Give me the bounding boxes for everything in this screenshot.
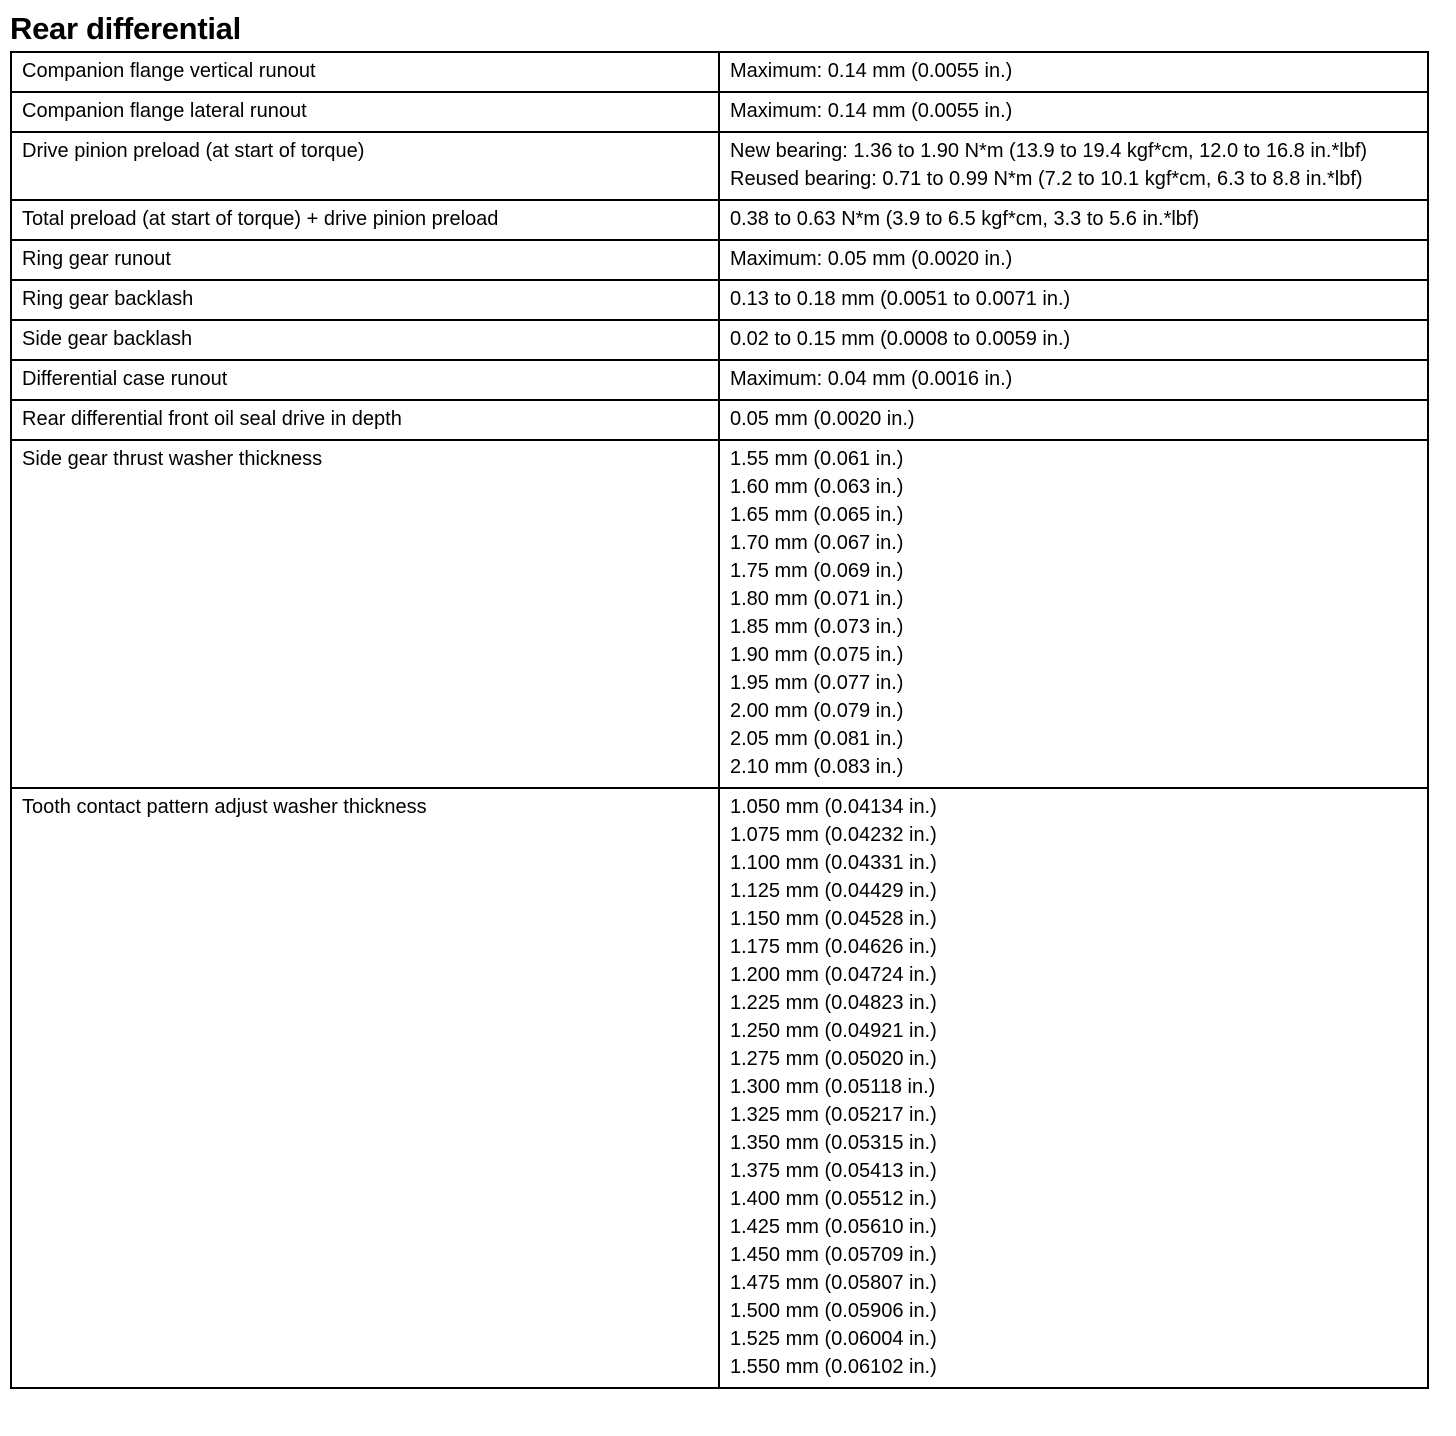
table-row [11,280,1428,320]
table-row [11,440,1428,788]
spec-value: 1.225 mm (0.04823 in.) [730,992,937,1014]
spec-value: 0.38 to 0.63 N*m (3.9 to 6.5 kgf*cm, 3.3 to 5.6 in.*lbf) [730,208,1200,230]
spec-value: 1.95 mm (0.077 in.) [730,672,904,694]
spec-value-cell [719,240,1428,280]
spec-value: 1.325 mm (0.05217 in.) [730,1104,937,1126]
spec-value: 1.75 mm (0.069 in.) [730,560,904,582]
spec-value: New bearing: 1.36 to 1.90 N*m (13.9 to 19.4 kgf*cm, 12.0 to 16.8 in.*lbf) [730,140,1368,162]
spec-value: 1.250 mm (0.04921 in.) [730,1020,937,1042]
spec-value: 1.150 mm (0.04528 in.) [730,908,937,930]
spec-value-cell [719,400,1428,440]
spec-value-cell [719,320,1428,360]
spec-value: 1.65 mm (0.065 in.) [730,504,904,526]
spec-value: 1.175 mm (0.04626 in.) [730,936,937,958]
spec-value: 0.05 mm (0.0020 in.) [730,408,915,430]
spec-name: Ring gear backlash [22,288,194,310]
spec-value-cell [719,360,1428,400]
table-row [11,788,1428,1388]
spec-value: Maximum: 0.14 mm (0.0055 in.) [730,60,1013,82]
specification-table-body [11,52,1428,1388]
spec-value: 1.375 mm (0.05413 in.) [730,1160,937,1182]
spec-name: Companion flange lateral runout [22,100,307,122]
spec-name: Ring gear runout [22,248,171,270]
table-row [11,360,1428,400]
spec-value: 1.80 mm (0.071 in.) [730,588,904,610]
spec-value: 1.500 mm (0.05906 in.) [730,1300,937,1322]
table-row [11,52,1428,92]
spec-value: 1.350 mm (0.05315 in.) [730,1132,937,1154]
spec-value: 0.13 to 0.18 mm (0.0051 to 0.0071 in.) [730,288,1071,310]
spec-value: 2.10 mm (0.083 in.) [730,756,904,778]
spec-name: Rear differential front oil seal drive in depth [22,408,402,430]
spec-value: 1.70 mm (0.067 in.) [730,532,904,554]
spec-value-cell [719,132,1428,200]
spec-value: 1.075 mm (0.04232 in.) [730,824,937,846]
spec-name-cell [11,52,719,92]
spec-name-cell [11,360,719,400]
spec-value: 1.200 mm (0.04724 in.) [730,964,937,986]
spec-value: 1.60 mm (0.063 in.) [730,476,904,498]
spec-name: Differential case runout [22,368,228,390]
spec-value-cell [719,788,1428,1388]
spec-value: 1.275 mm (0.05020 in.) [730,1048,937,1070]
spec-name-cell [11,400,719,440]
spec-value: 1.85 mm (0.073 in.) [730,616,904,638]
spec-value: Maximum: 0.04 mm (0.0016 in.) [730,368,1013,390]
spec-name: Side gear thrust washer thickness [22,448,323,470]
spec-name: Tooth contact pattern adjust washer thickness [22,796,427,818]
spec-value-cell [719,52,1428,92]
spec-value-cell [719,280,1428,320]
table-row [11,92,1428,132]
spec-value: 2.05 mm (0.081 in.) [730,728,904,750]
spec-name: Companion flange vertical runout [22,60,316,82]
spec-value: 1.050 mm (0.04134 in.) [730,796,937,818]
spec-name-cell [11,440,719,788]
spec-value: Maximum: 0.14 mm (0.0055 in.) [730,100,1013,122]
spec-value: 1.425 mm (0.05610 in.) [730,1216,937,1238]
spec-name-cell [11,132,719,200]
table-row [11,200,1428,240]
spec-value: 1.125 mm (0.04429 in.) [730,880,937,902]
spec-value: 1.450 mm (0.05709 in.) [730,1244,937,1266]
spec-name-cell [11,280,719,320]
spec-value: 1.90 mm (0.075 in.) [730,644,904,666]
spec-value: 1.475 mm (0.05807 in.) [730,1272,937,1294]
spec-name-cell [11,788,719,1388]
table-row [11,400,1428,440]
spec-value: 1.300 mm (0.05118 in.) [730,1076,936,1098]
spec-name: Drive pinion preload (at start of torque) [22,140,365,162]
spec-name: Side gear backlash [22,328,193,350]
table-row [11,320,1428,360]
spec-name: Total preload (at start of torque) + drive pinion preload [22,208,499,230]
spec-value: Maximum: 0.05 mm (0.0020 in.) [730,248,1013,270]
table-row [11,240,1428,280]
spec-value: 1.400 mm (0.05512 in.) [730,1188,937,1210]
spec-value: 0.02 to 0.15 mm (0.0008 to 0.0059 in.) [730,328,1071,350]
spec-value-cell [719,200,1428,240]
spec-value: 1.100 mm (0.04331 in.) [730,852,937,874]
spec-value: 2.00 mm (0.079 in.) [730,700,904,722]
spec-name-cell [11,92,719,132]
spec-value-cell [719,92,1428,132]
table-row [11,132,1428,200]
spec-name-cell [11,320,719,360]
spec-value-cell [719,440,1428,788]
spec-value: Reused bearing: 0.71 to 0.99 N*m (7.2 to 10.1 kgf*cm, 6.3 to 8.8 in.*lbf) [730,168,1363,190]
spec-name-cell [11,240,719,280]
spec-name-cell [11,200,719,240]
specification-table [10,51,1429,1389]
spec-value: 1.525 mm (0.06004 in.) [730,1328,937,1350]
page-title: Rear differential [10,11,241,46]
spec-value: 1.55 mm (0.061 in.) [730,448,904,470]
spec-value: 1.550 mm (0.06102 in.) [730,1356,937,1378]
